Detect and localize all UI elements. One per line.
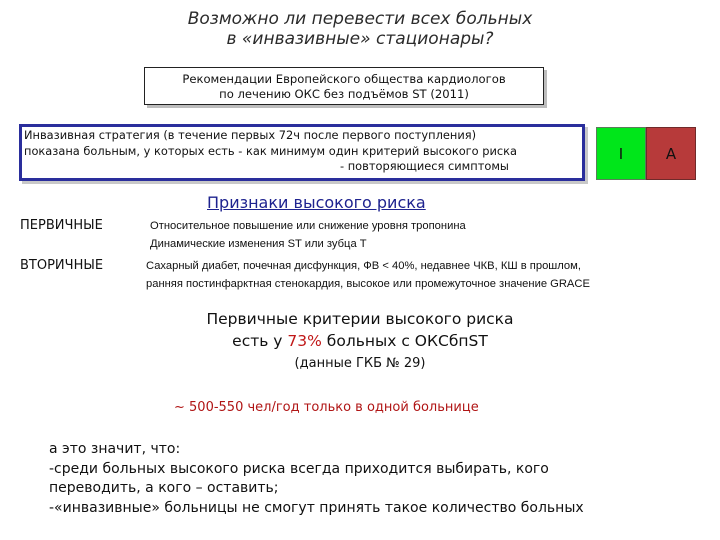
- title-line-2: в «инвазивные» стационары?: [226, 29, 494, 49]
- secondary-category-label: ВТОРИЧНЫЕ: [20, 258, 104, 273]
- primary-category-label: ПЕРВИЧНЫЕ: [20, 218, 103, 233]
- invasive-line-3: - повторяющиеся симптомы: [340, 159, 509, 173]
- title-line-1: Возможно ли перевести всех больных: [187, 9, 533, 29]
- evidence-level-badge: [646, 127, 696, 180]
- conclusion-line-4: -«инвазивные» больницы не смогут принять такое количество больных: [49, 499, 584, 516]
- primary-stat-prefix: есть у: [232, 332, 288, 350]
- risk-signs-heading: Признаки высокого риска: [207, 193, 426, 212]
- invasive-line-1: Инвазивная стратегия (в течение первых 72ч после первого поступления): [24, 128, 477, 142]
- conclusion-line-3: переводить, а кого – оставить;: [49, 480, 279, 496]
- recommendation-class-label: I: [618, 144, 624, 163]
- data-source: (данные ГКБ № 29): [294, 356, 426, 371]
- patients-per-year: ~ 500-550 чел/год только в одной больнице: [174, 400, 479, 415]
- conclusion-block: [49, 440, 584, 518]
- secondary-criterion-1: Сахарный диабет, почечная дисфункция, ФВ < 40%, недавнее ЧКВ, КШ в прошлом,: [146, 260, 581, 272]
- recommendation-line-1: Рекомендации Европейского общества кардиологов: [182, 72, 506, 86]
- primary-stat-line-2: [0, 331, 720, 351]
- invasive-line-2: показана больным, у которых есть - как минимум один критерий высокого риска: [24, 143, 517, 158]
- recommendation-box: [144, 67, 544, 105]
- recommendation-class-badge: [596, 127, 646, 180]
- primary-stat-percent: 73%: [287, 332, 322, 350]
- evidence-level-label: A: [665, 144, 677, 163]
- primary-criterion-1: Относительное повышение или снижение уровня тропонина: [150, 220, 466, 232]
- conclusion-line-1: а это значит, что:: [49, 441, 181, 457]
- invasive-strategy-box: [19, 124, 585, 181]
- secondary-criterion-2: ранняя постинфарктная стенокардия, высокое или промежуточное значение GRACE: [146, 278, 590, 290]
- primary-stat-line-1: Первичные критерии высокого риска: [206, 310, 514, 328]
- page-title: [0, 9, 720, 49]
- primary-stat-suffix: больных с ОКСбпST: [321, 332, 488, 350]
- recommendation-line-2: по лечению ОКС без подъёмов ST (2011): [219, 87, 469, 101]
- conclusion-line-2: -среди больных высокого риска всегда приходится выбирать, кого: [49, 460, 549, 477]
- primary-criterion-2: Динамические изменения ST или зубца T: [150, 238, 367, 250]
